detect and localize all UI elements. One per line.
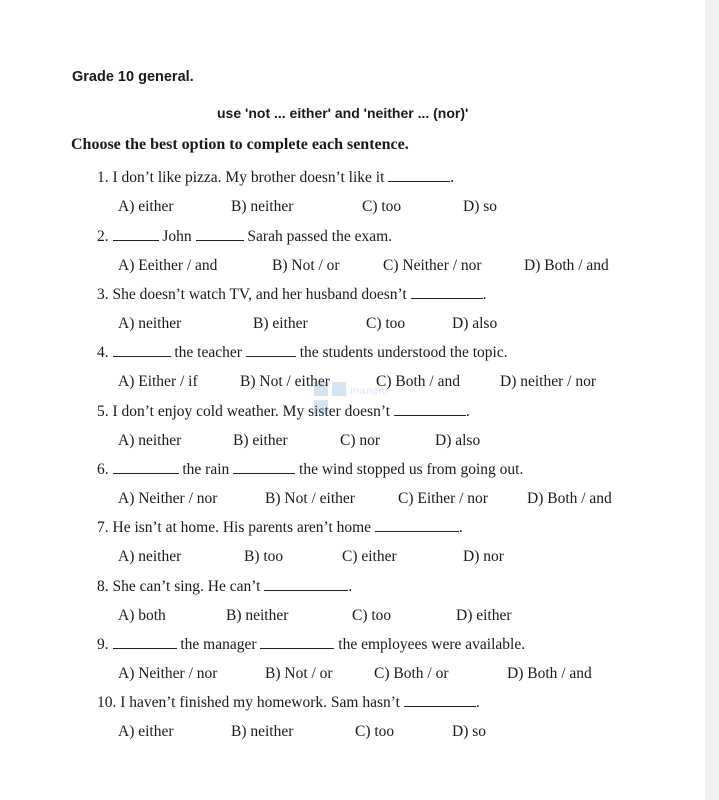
question-text: . [450,169,455,186]
option-a: A) either [118,198,174,215]
question-text: the rain [178,461,234,478]
option-b: B) either [253,315,308,332]
question-text: John [158,228,196,245]
option-c: C) either [342,548,397,565]
option-b: B) Not / or [265,665,333,682]
question-text: . [458,519,463,536]
question-text: 5. I don’t enjoy cold weather. My sister doesn’t [97,403,394,420]
answer-blank [246,343,296,357]
option-b: B) Not / either [265,490,355,507]
option-c: C) Both / or [374,665,449,682]
option-d: D) Both / and [507,665,592,682]
option-a: A) Neither / nor [118,665,218,682]
question-text: 9. [97,636,113,653]
question-text: . [465,403,470,420]
option-a: A) Eeither / and [118,257,218,274]
question-text: Sarah passed the exam. [243,228,393,245]
question-text: 6. [97,461,113,478]
option-d: D) neither / nor [500,373,596,390]
option-d: D) either [456,607,512,624]
option-c: C) nor [340,432,381,449]
option-c: C) Either / nor [398,490,488,507]
question-text: 1. I don’t like pizza. My brother doesn’t like it [97,169,389,186]
answer-blank [113,343,171,357]
question-text: the students understood the topic. [295,344,508,361]
subtitle: use 'not ... either' and 'neither ... (nor)' [217,105,469,121]
question-8 [97,577,352,596]
question-text: the employees were available. [334,636,526,653]
option-d: D) also [435,432,481,449]
option-a: A) Either / if [118,373,198,390]
option-d: D) so [463,198,498,215]
option-d: D) also [452,315,498,332]
answer-blank [264,577,348,591]
question-text: . [482,286,487,303]
option-d: D) nor [463,548,504,565]
option-b: B) neither [231,723,294,740]
answer-blank [404,693,476,707]
option-a: A) neither [118,432,182,449]
question-text: 10. I haven’t finished my homework. Sam hasn’t [97,694,404,711]
option-b: B) Not / or [272,257,340,274]
option-d: D) so [452,723,487,740]
question-text: 3. She doesn’t watch TV, and her husband doesn’t [97,286,411,303]
watermark-text: manahj [350,386,388,397]
question-text: the manager [176,636,261,653]
page-edge [705,0,719,800]
answer-blank [411,285,483,299]
answer-blank [233,460,295,474]
answer-blank [196,227,244,241]
question-text: 7. He isn’t at home. His parents aren’t home [97,519,375,536]
option-b: B) neither [226,607,289,624]
option-c: C) too [362,198,402,215]
answer-blank [375,518,459,532]
question-7 [97,518,463,537]
option-c: C) too [352,607,392,624]
option-b: B) either [233,432,288,449]
instructions: Choose the best option to complete each sentence. [71,136,409,153]
question-text: . [475,694,480,711]
option-d: D) Both / and [527,490,612,507]
option-b: B) neither [231,198,294,215]
question-10 [97,693,480,712]
question-9 [97,635,525,654]
question-1 [97,168,454,187]
watermark-logo [306,376,436,426]
answer-blank [260,635,334,649]
option-b: B) Not / either [240,373,330,390]
answer-blank [113,460,179,474]
question-6 [97,460,523,479]
option-b: B) too [244,548,284,565]
question-text: 8. She can’t sing. He can’t [97,578,265,595]
option-c: C) too [366,315,406,332]
answer-blank [113,227,159,241]
question-4 [97,343,508,362]
question-text: 2. [97,228,113,245]
option-c: C) Both / and [376,373,460,390]
question-text: 4. [97,344,113,361]
question-2 [97,227,392,246]
question-text: . [348,578,353,595]
option-c: C) Neither / nor [383,257,482,274]
answer-blank [113,635,177,649]
grade-heading: Grade 10 general. [72,69,194,85]
option-d: D) Both / and [524,257,609,274]
option-a: A) neither [118,548,182,565]
option-a: A) neither [118,315,182,332]
answer-blank [388,168,450,182]
option-c: C) too [355,723,395,740]
option-a: A) either [118,723,174,740]
question-text: the wind stopped us from going out. [295,461,524,478]
question-text: the teacher [170,344,246,361]
option-a: A) both [118,607,166,624]
question-3 [97,285,486,304]
option-a: A) Neither / nor [118,490,218,507]
